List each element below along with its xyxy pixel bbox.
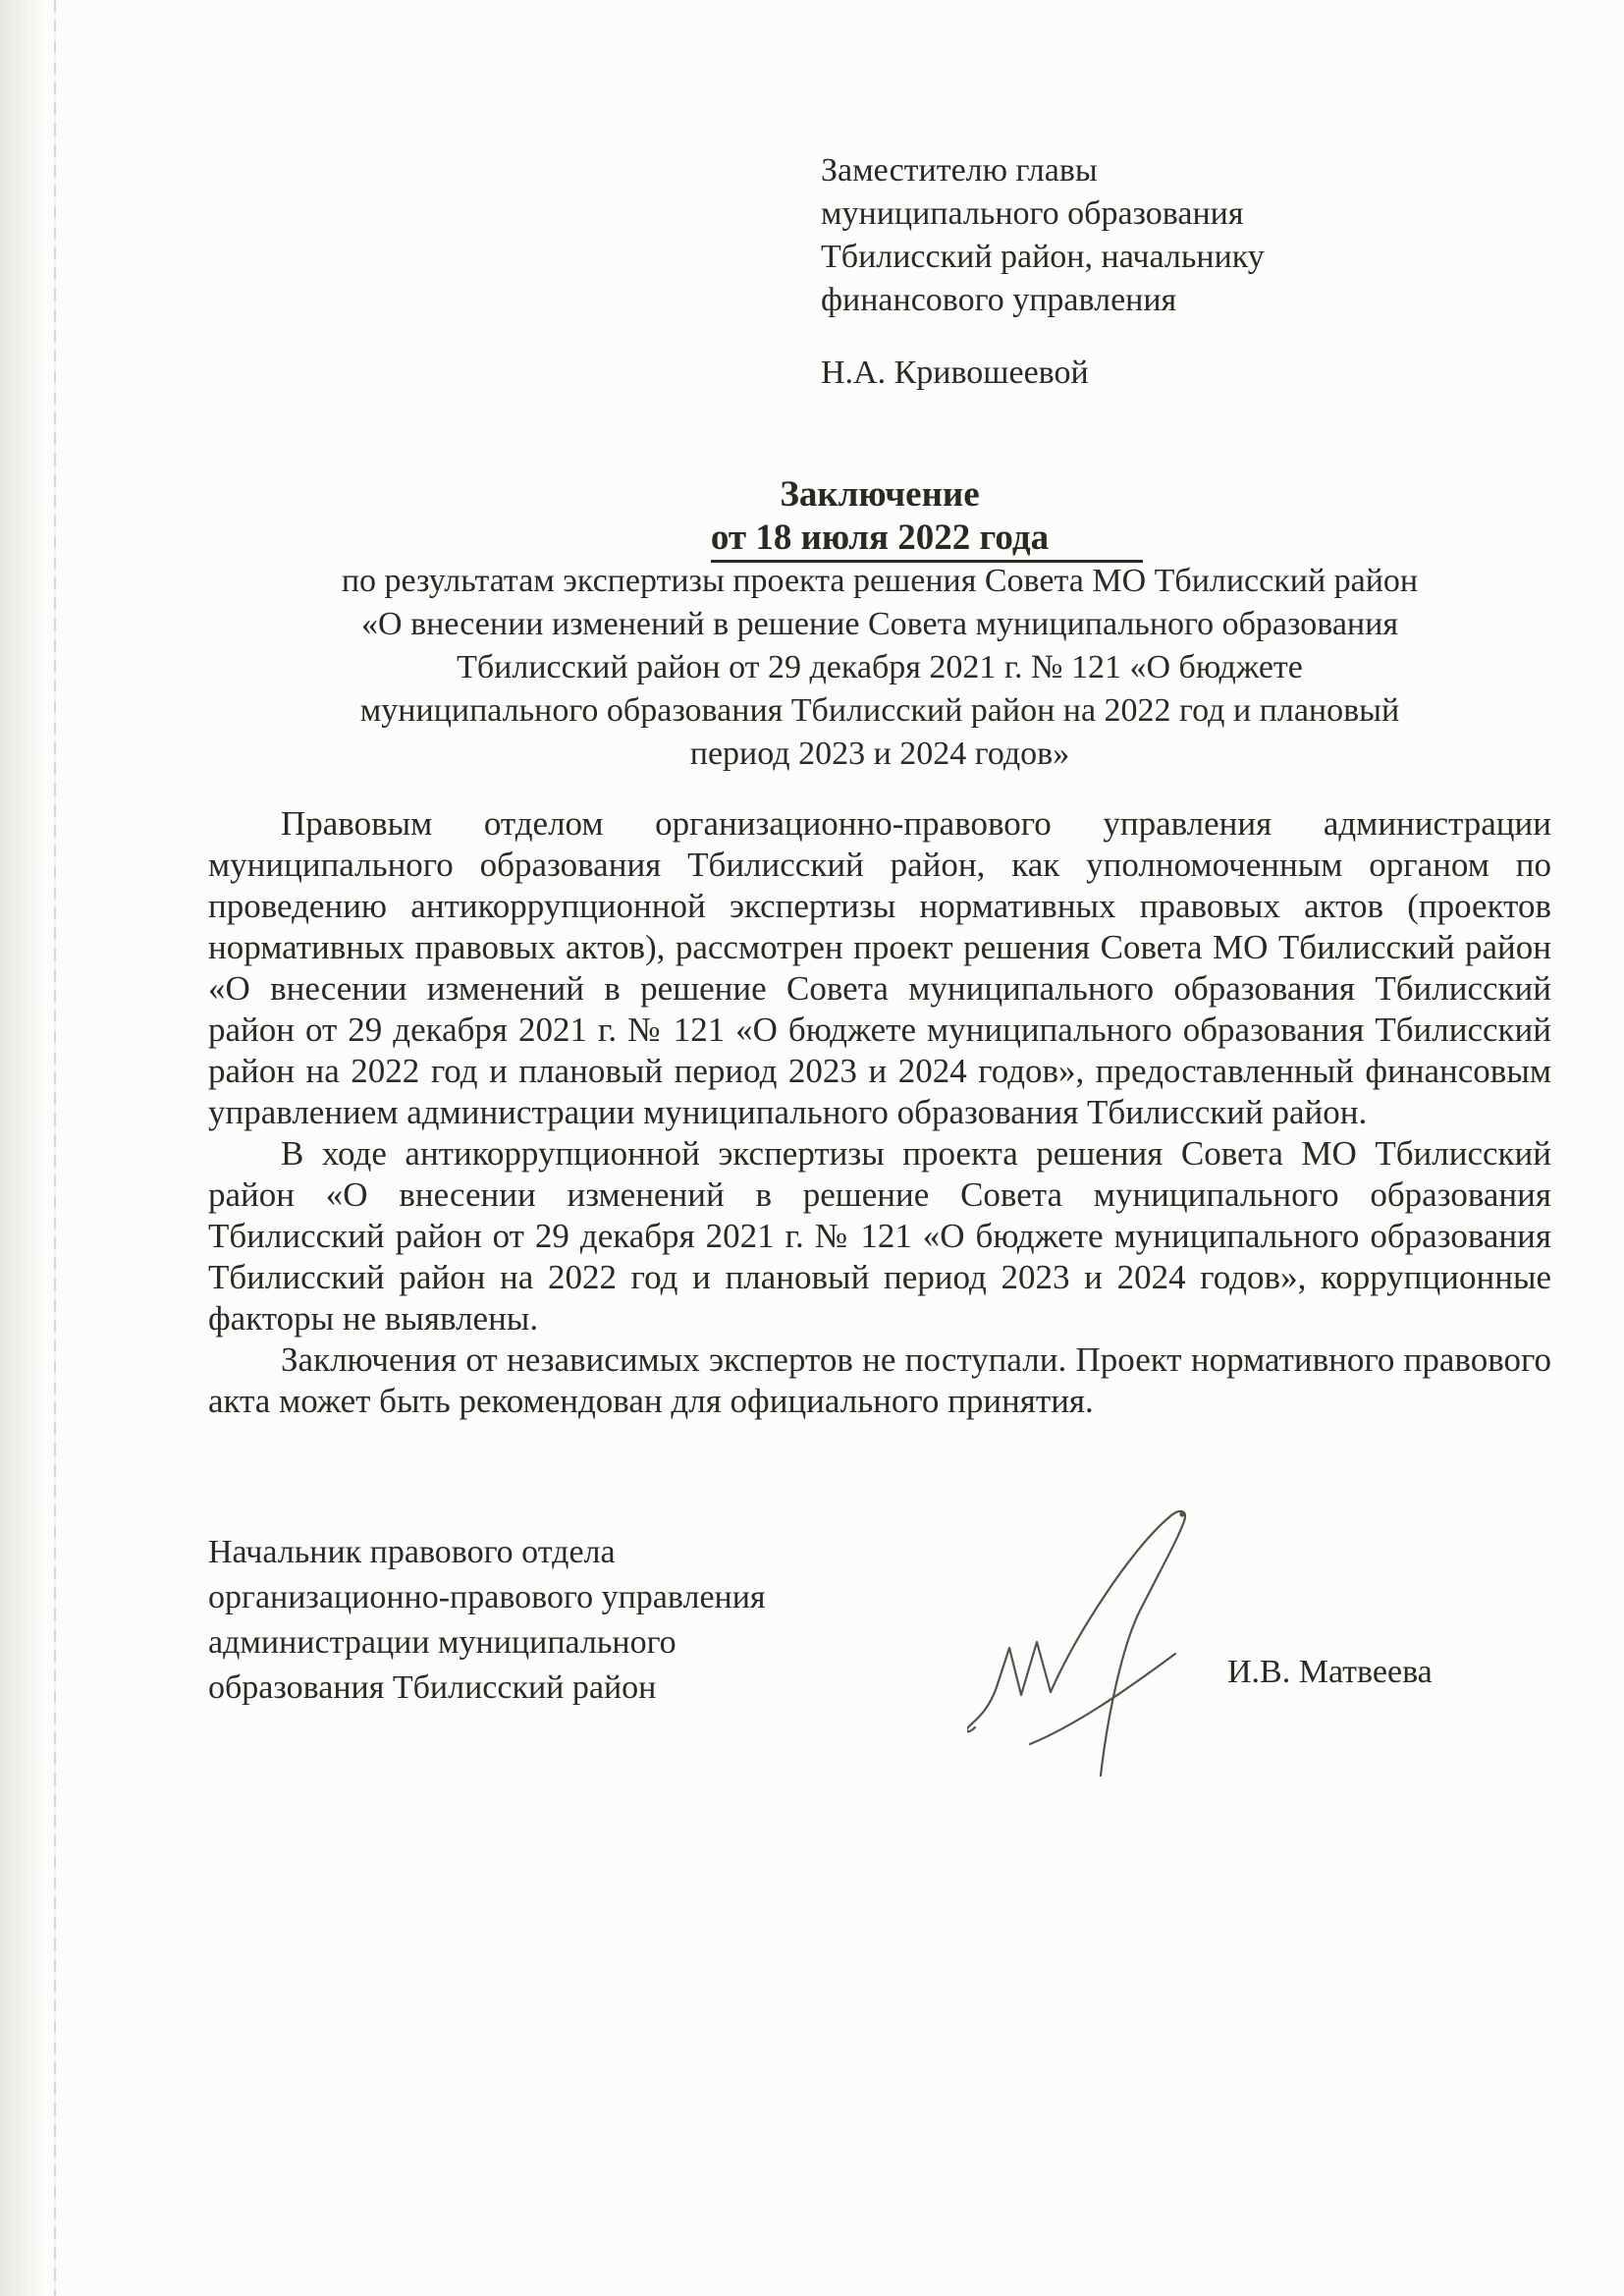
subtitle-line: период 2023 и 2024 годов»: [689, 736, 1070, 772]
document-heading: [208, 473, 1551, 776]
recipient-name: Н.А. Кривошеевой: [821, 355, 1089, 391]
document-date-underlined: от 18 июля 2022 года: [711, 518, 1143, 563]
signoff-line: Начальник правового отдела: [208, 1534, 616, 1570]
scan-streak-artifact: [54, 0, 56, 2296]
subtitle-line: «О внесении изменений в решение Совета муниципального образования: [361, 606, 1398, 642]
signoff-line: администрации муниципального: [208, 1624, 677, 1661]
signoff-line: образования Тбилисский район: [208, 1669, 657, 1706]
signer-name: И.В. Матвеева: [1227, 1654, 1433, 1690]
subtitle-line: муниципального образования Тбилисский район на 2022 год и плановый: [359, 692, 1400, 729]
subtitle-line: по результатам экспертизы проекта решения Совета МО Тбилисский район: [341, 563, 1419, 599]
signoff-line: организационно-правового управления: [208, 1579, 766, 1615]
body-paragraph: Правовым отделом организационно-правового управления администрации муниципального образования Тбилисский район, как уполномоченным органом по проведению антикоррупционной экспертизы нормативных правовых актов (проектов нормативных правовых актов), рассмотрен проект решения Совета МО Тбилисский район «О внесении изменений в решение Совета муниципального образования Тбилисский район от 29 декабря 2021 г. № 121 «О бюджете муниципального образования Тбилисский район на 2022 год и плановый период 2023 и 2024 годов», предоставленный финансовым управлением администрации муниципального образования Тбилисский район.: [208, 804, 1551, 1131]
document-date-line: [208, 517, 1551, 560]
document-body: [208, 803, 1551, 1422]
handwritten-signature: [967, 1485, 1330, 1789]
scan-edge-shade: [0, 0, 47, 2296]
subtitle-line: Тбилисский район от 29 декабря 2021 г. № 121 «О бюджете: [457, 649, 1303, 685]
signoff-block: [208, 1530, 766, 1711]
recipient-line: Заместителю главы: [821, 152, 1098, 189]
body-paragraph: В ходе антикоррупционной экспертизы проекта решения Совета МО Тбилисский район «О внесении изменений в решение Совета муниципального образования Тбилисский район от 29 декабря 2021 г. № 121 «О бюджете муниципального образования Тбилисский район на 2022 год и плановый период 2023 и 2024 годов», коррупционные факторы не выявлены.: [208, 1134, 1551, 1338]
document-title: Заключение: [780, 474, 980, 515]
recipient-line: муниципального образования: [821, 195, 1244, 232]
body-paragraph: Заключения от независимых экспертов не поступали. Проект нормативного правового акта может быть рекомендован для официального принятия.: [208, 1340, 1551, 1420]
recipient-line: Тбилисский район, начальнику: [821, 239, 1265, 275]
recipient-block: [821, 149, 1265, 395]
recipient-line: финансового управления: [821, 282, 1177, 318]
